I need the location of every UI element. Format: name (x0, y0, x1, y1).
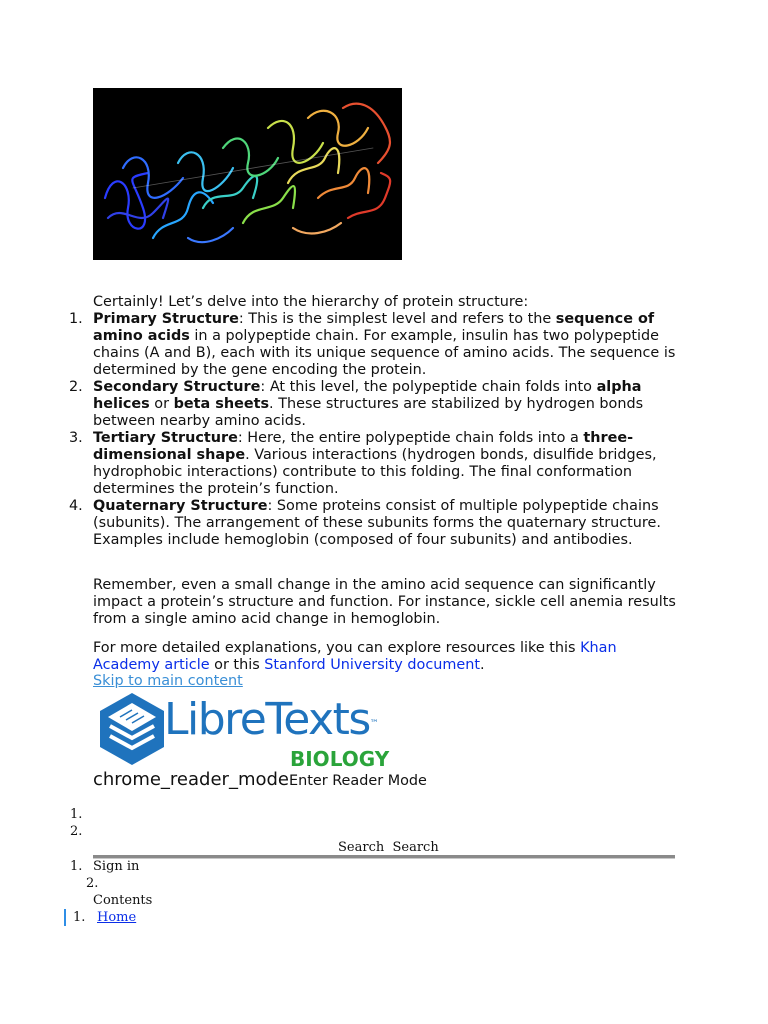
item-bold-text: three-dimensional shape (93, 430, 634, 463)
item-text: : Here, the entire polypeptide chain folds into a (237, 430, 584, 446)
logo-trademark: ™ (369, 719, 379, 729)
item-text: : Some proteins consist of multiple polypeptide chains (subunits). The arrangement of these subunits forms the quaternary structure. Examples include hemoglobin (composed of four subunits) and antibodies. (93, 498, 661, 548)
item-text: : This is the simplest level and refers to the (238, 311, 556, 327)
item-text: or (149, 396, 174, 412)
skip-to-main-content-link[interactable]: Skip to main content (93, 673, 243, 689)
stanford-document-link[interactable]: Stanford University document (264, 657, 480, 673)
nav-number: 2. (86, 876, 99, 891)
protein-ribbon-graphic (93, 88, 402, 260)
home-number: 1. (73, 910, 86, 925)
resources-text: or this (209, 657, 265, 673)
list-number: 4. (69, 498, 83, 514)
reader-mode-button[interactable] (93, 770, 427, 790)
empty-list-item: 1. (70, 807, 83, 822)
item-bold-text: sequence of amino acids (93, 311, 655, 344)
item-text: in a polypeptide chain. For example, insulin has two polypeptide chains (A and B), each with its unique sequence of amino acids. The sequence is determined by the gene encoding the protein. (93, 328, 676, 378)
empty-list-item: 2. (70, 824, 83, 839)
contents-heading: Contents (93, 893, 153, 908)
term-primary-structure: Primary Structure (93, 311, 239, 327)
term-quaternary-structure: Quaternary Structure (93, 498, 268, 514)
item-text: . Various interactions (hydrogen bonds, disulfide bridges, hydrophobic interactions) contribute to this folding. The final conformation determines the protein’s function. (93, 447, 657, 497)
reader-mode-label: Enter Reader Mode (289, 773, 427, 789)
remember-text: Remember, even a small change in the amino acid sequence can significantly impact a protein’s structure and function. For instance, sickle cell anemia results from a single amino acid change in hemoglobin. (93, 577, 676, 627)
list-item-tertiary (69, 430, 683, 498)
term-tertiary-structure: Tertiary Structure (93, 430, 238, 446)
resources-text: . (480, 657, 485, 673)
search-area (338, 840, 439, 856)
remember-paragraph (93, 577, 683, 628)
item-bold-text: alpha helices (93, 379, 642, 412)
resources-text: For more detailed explanations, you can explore resources like this (93, 640, 581, 656)
libretexts-logo[interactable] (96, 690, 390, 772)
home-link[interactable]: Home (97, 910, 137, 925)
protein-structure-image (93, 88, 402, 260)
intro-text: Certainly! Let’s delve into the hierarchy of protein structure: (93, 294, 529, 310)
logo-subtitle: BIOLOGY (290, 747, 390, 771)
list-item-secondary (69, 379, 683, 430)
protein-structure-list (69, 311, 683, 549)
search-button[interactable]: Search (392, 840, 439, 855)
khan-academy-link[interactable]: Khan Academy article (93, 640, 617, 673)
list-number: 3. (69, 430, 83, 446)
item-text: . These structures are stabilized by hydrogen bonds between nearby amino acids. (93, 396, 644, 429)
logo-wordmark (164, 696, 379, 744)
libretexts-logo-icon (96, 690, 168, 768)
search-label: Search (338, 840, 385, 855)
list-item-quaternary (69, 498, 683, 549)
term-secondary-structure: Secondary Structure (93, 379, 261, 395)
item-text: : At this level, the polypeptide chain folds into (260, 379, 597, 395)
list-number: 2. (69, 379, 83, 395)
list-number: 1. (69, 311, 83, 327)
focus-indicator (64, 909, 66, 926)
nav-number: 1. (70, 859, 83, 874)
resources-paragraph (93, 640, 683, 674)
sign-in-link[interactable]: Sign in (93, 859, 140, 874)
reader-mode-icon: chrome_reader_mode (93, 769, 289, 790)
list-item-primary (69, 311, 683, 379)
search-divider (93, 855, 675, 859)
logo-word: LibreTexts (164, 694, 370, 745)
item-bold-text: beta sheets (173, 396, 270, 412)
